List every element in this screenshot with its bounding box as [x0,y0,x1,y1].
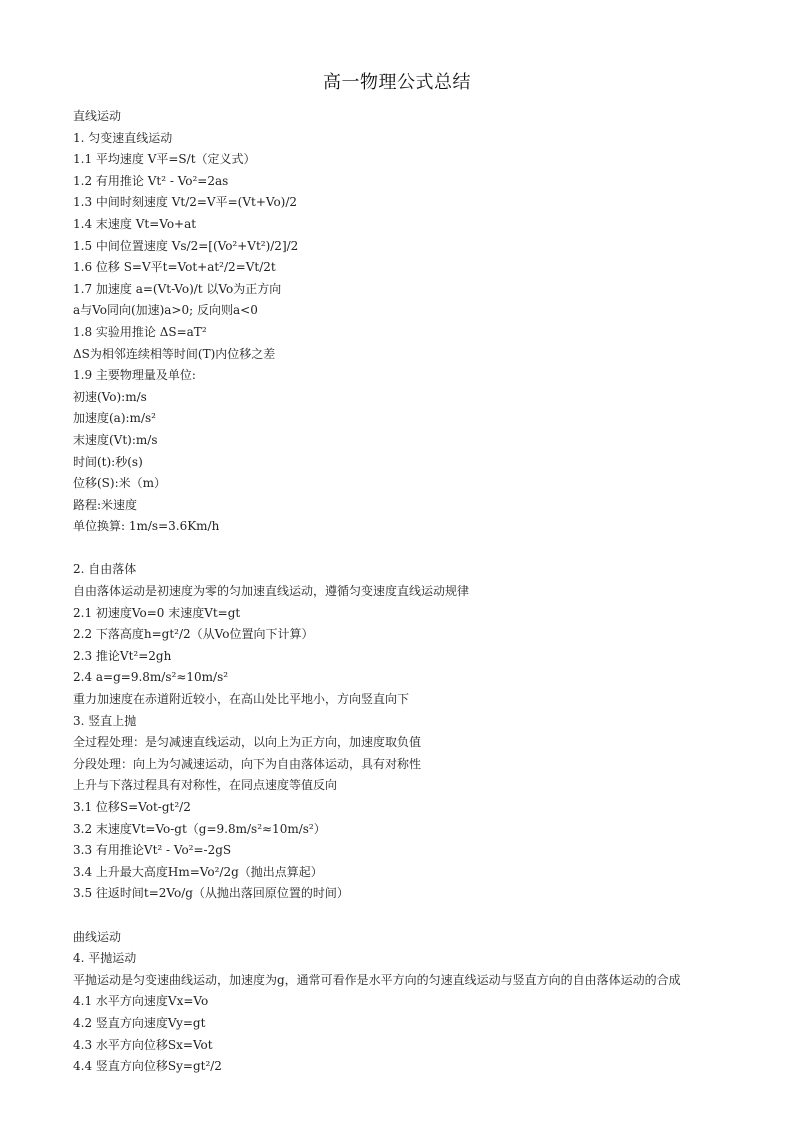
section-heading: 直线运动 [73,109,122,123]
formula-line: 3.3 有用推论Vt² - Vo²=-2gS [73,843,232,858]
formula-line: 2.1 初速度Vo=0 末速度Vt=gt [73,605,241,620]
note-line: ΔS为相邻连续相等时间(T)内位移之差 [73,346,276,361]
document-title: 高一物理公式总结 [323,72,471,93]
formula-line: 4.2 竖直方向速度Vy=gt [73,1015,206,1030]
formula-line: 4.4 竖直方向位移Sy=gt²/2 [73,1059,222,1074]
note-line: 分段处理：向上为匀减速运动，向下为自由落体运动，具有对称性 [73,756,422,771]
formula-line: 2.3 推论Vt²=2gh [73,648,172,663]
note-line: 重力加速度在赤道附近较小，在高山处比平地小，方向竖直向下 [73,692,410,707]
unit-line: 路程:米速度 [73,497,138,512]
formula-line: 1.2 有用推论 Vt² - Vo²=2as [73,173,229,188]
formula-line: 1.6 位移 S=V平t=Vot+at²/2=Vt/2t [73,260,276,275]
note-line: 全过程处理：是匀减速直线运动，以向上为正方向，加速度取负值 [73,735,422,750]
formula-line: 2.2 下落高度h=gt²/2（从Vo位置向下计算） [73,627,314,642]
unit-line: 末速度(Vt):m/s [73,432,158,447]
formula-line: 3.2 末速度Vt=Vo-gt（g=9.8m/s²≈10m/s²） [73,821,326,836]
unit-line: 初速(Vo):m/s [73,389,147,404]
subsection-heading: 4. 平抛运动 [73,951,137,966]
formula-line: 1.8 实验用推论 ΔS=aT² [73,324,207,339]
formula-line: 3.4 上升最大高度Hm=Vo²/2g（抛出点算起） [73,864,323,879]
formula-line: 1.4 末速度 Vt=Vo+at [73,216,197,231]
formula-line: 2.4 a=g=9.8m/s²≈10m/s² [73,670,229,685]
note-line: 平抛运动是匀变速曲线运动，加速度为g，通常可看作是水平方向的匀速直线运动与竖直方向的自由落体运动的合成 [73,972,681,987]
blank-line [73,538,763,560]
document-body [73,106,763,1078]
formula-line: 3.5 往返时间t=2Vo/g（从抛出落回原位置的时间） [73,886,349,901]
note-line: 自由落体运动是初速度为零的匀加速直线运动，遵循匀变速度直线运动规律 [73,584,470,599]
section-heading: 曲线运动 [73,929,122,944]
formula-line: 1.1 平均速度 V平=S/t（定义式） [73,152,256,167]
formula-line: 1.7 加速度 a=(Vt-Vo)/t 以Vo为正方向 [73,281,282,296]
unit-line: 加速度(a):m/s² [73,411,156,426]
subsection-heading: 3. 竖直上抛 [73,713,137,728]
formula-line: 4.3 水平方向位移Sx=Vot [73,1037,213,1052]
unit-line: 时间(t):秒(s) [73,454,143,469]
formula-line: 3.1 位移S=Vot-gt²/2 [73,800,191,814]
formula-line: 1.9 主要物理量及单位: [73,368,196,383]
note-line: 上升与下落过程具有对称性，在同点速度等值反向 [73,778,338,793]
subsection-heading: 1. 匀变速直线运动 [73,130,173,145]
note-line: a与Vo同向(加速)a>0; 反向则a<0 [73,303,258,318]
blank-line [73,905,763,927]
formula-line: 1.5 中间位置速度 Vs/2=[(Vo²+Vt²)/2]/2 [73,238,299,253]
subsection-heading: 2. 自由落体 [73,562,137,577]
formula-line: 4.1 水平方向速度Vx=Vo [73,994,209,1009]
formula-line: 1.3 中间时刻速度 Vt/2=V平=(Vt+Vo)/2 [73,195,298,210]
unit-line: 位移(S):米（m） [73,476,167,491]
unit-line: 单位换算: 1m/s=3.6Km/h [73,519,220,534]
